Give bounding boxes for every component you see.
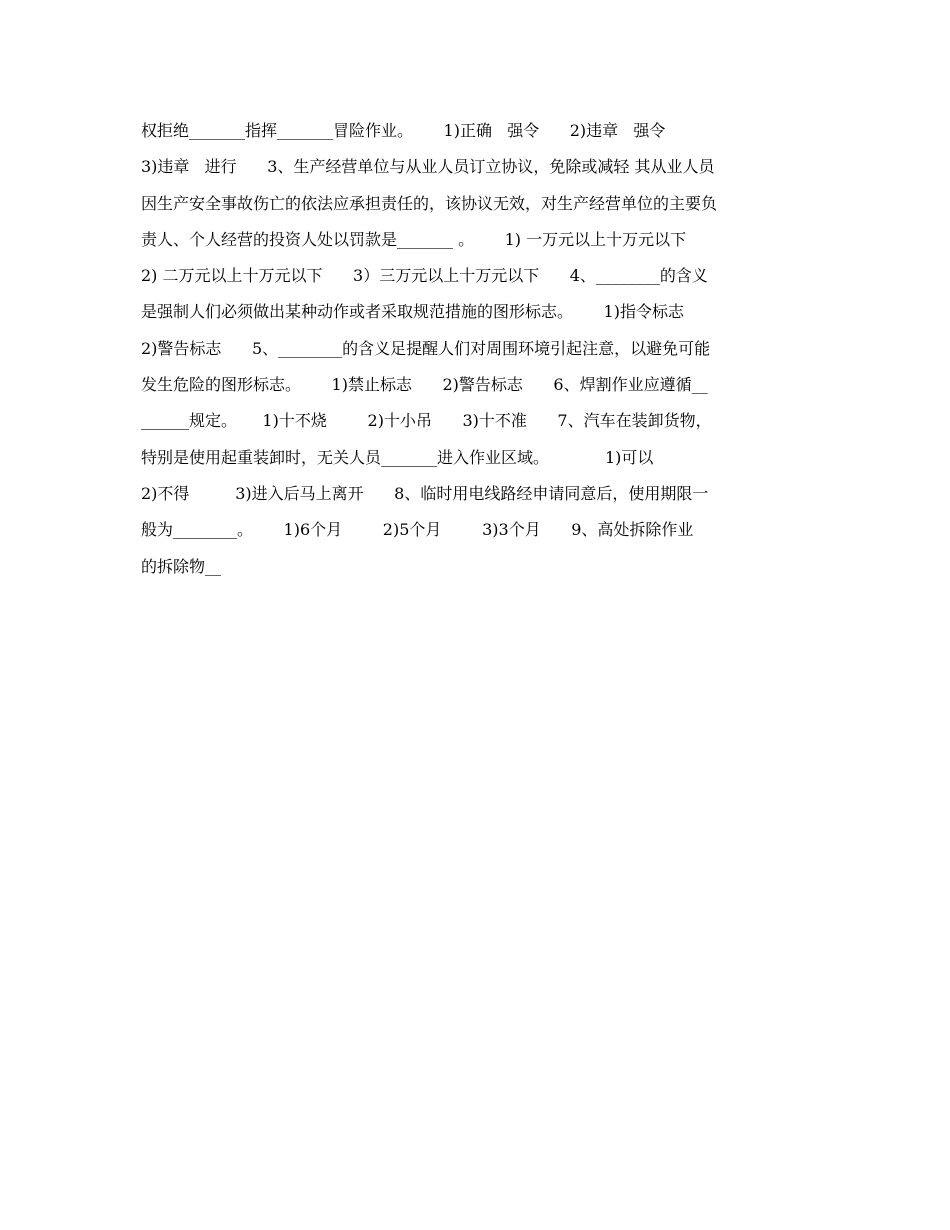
text-line: 2) 二万元以上十万元以下 3）三万元以上十万元以下 4、________的含义 [141,266,708,286]
text-line: 权拒绝_______指挥_______冒险作业。 1)正确 强令 2)违章 强令 [141,121,666,140]
text-line: ______规定。 1)十不烧 2)十小吊 3)十不准 7、汽车在装卸货物， [141,411,712,431]
text-line: 特别是使用起重装卸时，无关人员_______进入作业区域。 1)可以 [141,447,654,467]
text-line: 的拆除物__ [141,556,222,576]
text-line: 2)不得 3)进入后马上离开 8、临时用电线路经申请同意后，使用期限一 [141,483,709,503]
text-line: 责人、个人经营的投资人处以罚款是_______ 。 1) 一万元以上十万元以下 [141,229,687,249]
text-line: 2)警告标志 5、________的含义足提醒人们对周围环境引起注意，以避免可能 [141,338,711,358]
text-line: 因生产安全事故伤亡的依法应承担责任的，该协议无效，对生产经营单位的主要负 [141,193,718,213]
document-body [141,117,813,589]
text-line: 3)违章 进行 3、生产经营单位与从业人员订立协议，免除或减轻 其从业人员 [141,157,715,177]
text-line: 发生危险的图形标志。 1)禁止标志 2)警告标志 6、焊割作业应遵循__ [141,375,708,395]
text-line: 般为________。 1)6个月 2)5个月 3)3个月 9、高处拆除作业 [141,520,694,540]
text-line: 是强制人们必须做出某种动作或者采取规范措施的图形标志。 1)指令标志 [141,302,684,322]
